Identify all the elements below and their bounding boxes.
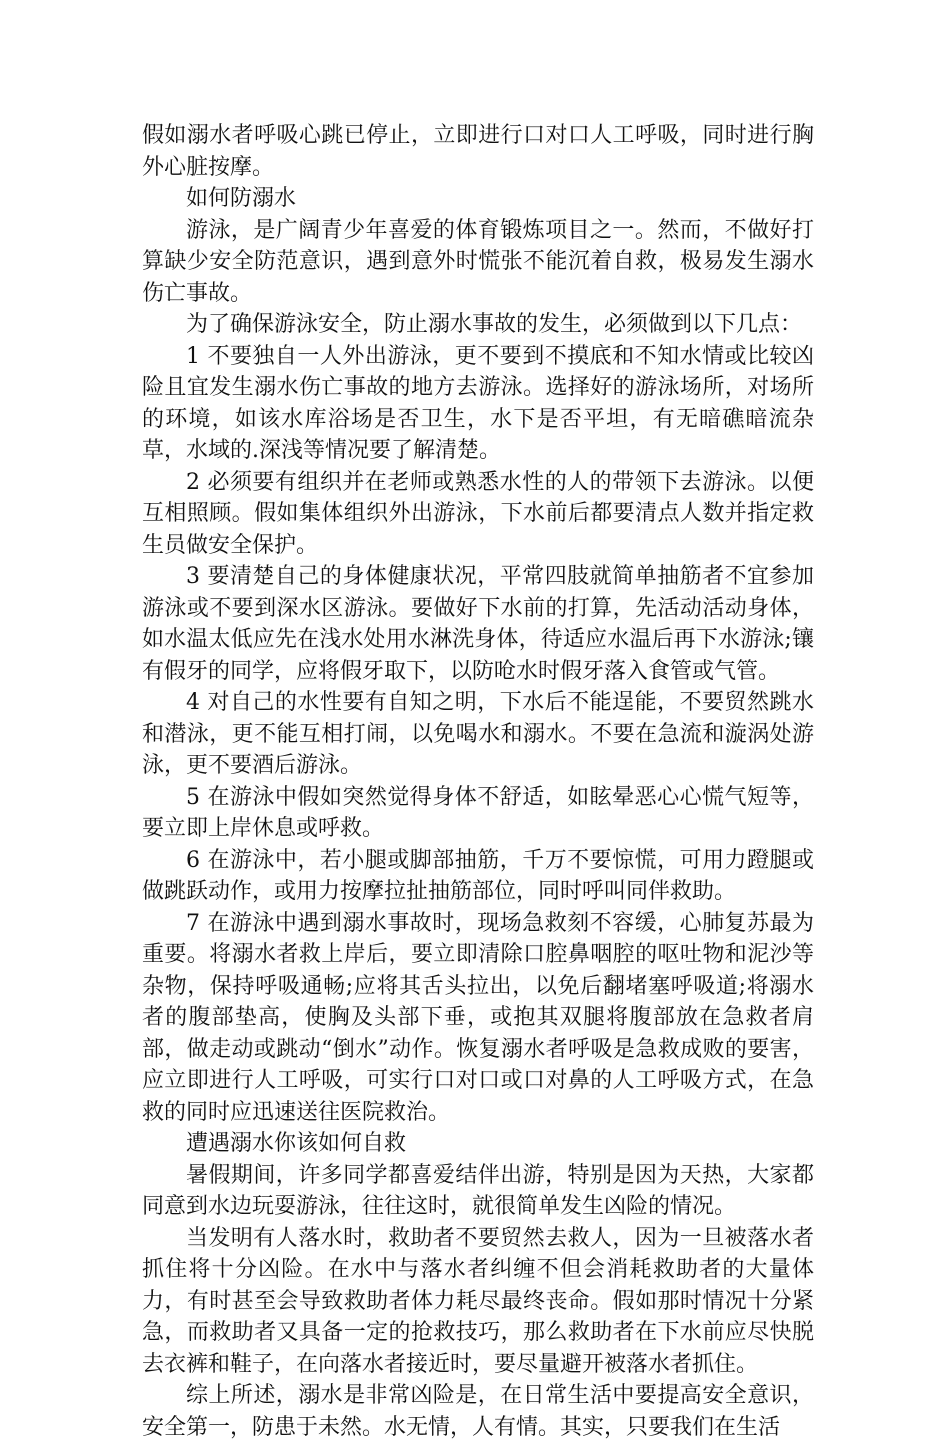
rule-item-5: 5 在游泳中假如突然觉得身体不舒适，如眩晕恶心心慌气短等，要立即上岸休息或呼救。 (142, 784, 814, 841)
paragraph-2: 游泳，是广阔青少年喜爱的体育锻炼项目之一。然而，不做好打算缺少安全防范意识，遇到意外时慌张不能沉着自救，极易发生溺水伤亡事故。 (142, 217, 814, 306)
section-heading-prevent-drowning: 如何防溺水 (186, 186, 297, 211)
rule-item-3: 3 要清楚自己的身体健康状况，平常四肢就简单抽筋者不宜参加游泳或不要到深水区游泳。要做好下水前的打算，先活动活动身体，如水温太低应先在浅水处用水淋洗身体，待适应水温后再下水游泳;镶有假牙的同学，应将假牙取下，以防呛水时假牙落入食管或气管。 (142, 564, 814, 684)
rule-item-7: 7 在游泳中遇到溺水事故时，现场急救刻不容缓，心肺复苏最为重要。将溺水者救上岸后，要立即清除口腔鼻咽腔的呕吐物和泥沙等杂物，保持呼吸通畅;应将其舌头拉出，以免后翻堵塞呼吸道;将溺水者的腹部垫高，使胸及头部下垂，或抱其双腿将腹部放在急救者肩部，做走动或跳动“倒水”动作。恢复溺水者呼吸是急救成败的要害，应立即进行人工呼吸，可实行口对口或口对鼻的人工呼吸方式，在急救的同时应迅速送往医院救治。 (142, 910, 814, 1125)
section-heading-self-rescue: 遭遇溺水你该如何自救 (186, 1131, 407, 1156)
rule-item-2: 2 必须要有组织并在老师或熟悉水性的人的带领下去游泳。以便互相照顾。假如集体组织外出游泳，下水前后都要清点人数并指定救生员做安全保护。 (142, 469, 814, 558)
document-body (142, 120, 814, 1443)
rule-item-1: 1 不要独自一人外出游泳，更不要到不摸底和不知水情或比较凶险且宜发生溺水伤亡事故的地方去游泳。选择好的游泳场所，对场所的环境，如该水库浴场是否卫生，水下是否平坦，有无暗礁暗流杂草，水域的.深浅等情况要了解清楚。 (142, 343, 814, 463)
rule-item-4: 4 对自己的水性要有自知之明，下水后不能逞能，不要贸然跳水和潜泳，更不能互相打闹，以免喝水和溺水。不要在急流和漩涡处游泳，更不要酒后游泳。 (142, 690, 814, 778)
paragraph-5: 当发明有人落水时，救助者不要贸然去救人，因为一旦被落水者抓住将十分凶险。在水中与落水者纠缠不但会消耗救助者的大量体力，有时甚至会导致救助者体力耗尽最终丧命。假如那时情况十分紧急，而救助者又具备一定的抢救技巧，那么救助者在下水前应尽快脱去衣裤和鞋子，在向落水者接近时，要尽量避开被落水者抓住。 (142, 1225, 814, 1377)
rule-item-6: 6 在游泳中，若小腿或脚部抽筋，千万不要惊慌，可用力蹬腿或做跳跃动作，或用力按摩拉扯抽筋部位，同时呼叫同伴救助。 (142, 847, 814, 904)
paragraph-3: 为了确保游泳安全，防止溺水事故的发生，必须做到以下几点： (186, 312, 803, 337)
paragraph-4: 暑假期间，许多同学都喜爱结伴出游，特别是因为天热，大家都同意到水边玩耍游泳，往往这时，就很简单发生凶险的情况。 (142, 1162, 814, 1219)
paragraph-1: 假如溺水者呼吸心跳已停止，立即进行口对口人工呼吸，同时进行胸外心脏按摩。 (142, 123, 814, 180)
paragraph-6: 综上所述，溺水是非常凶险是，在日常生活中要提高安全意识，安全第一，防患于未然。水无情，人有情。其实，只要我们在生活 (142, 1383, 814, 1440)
